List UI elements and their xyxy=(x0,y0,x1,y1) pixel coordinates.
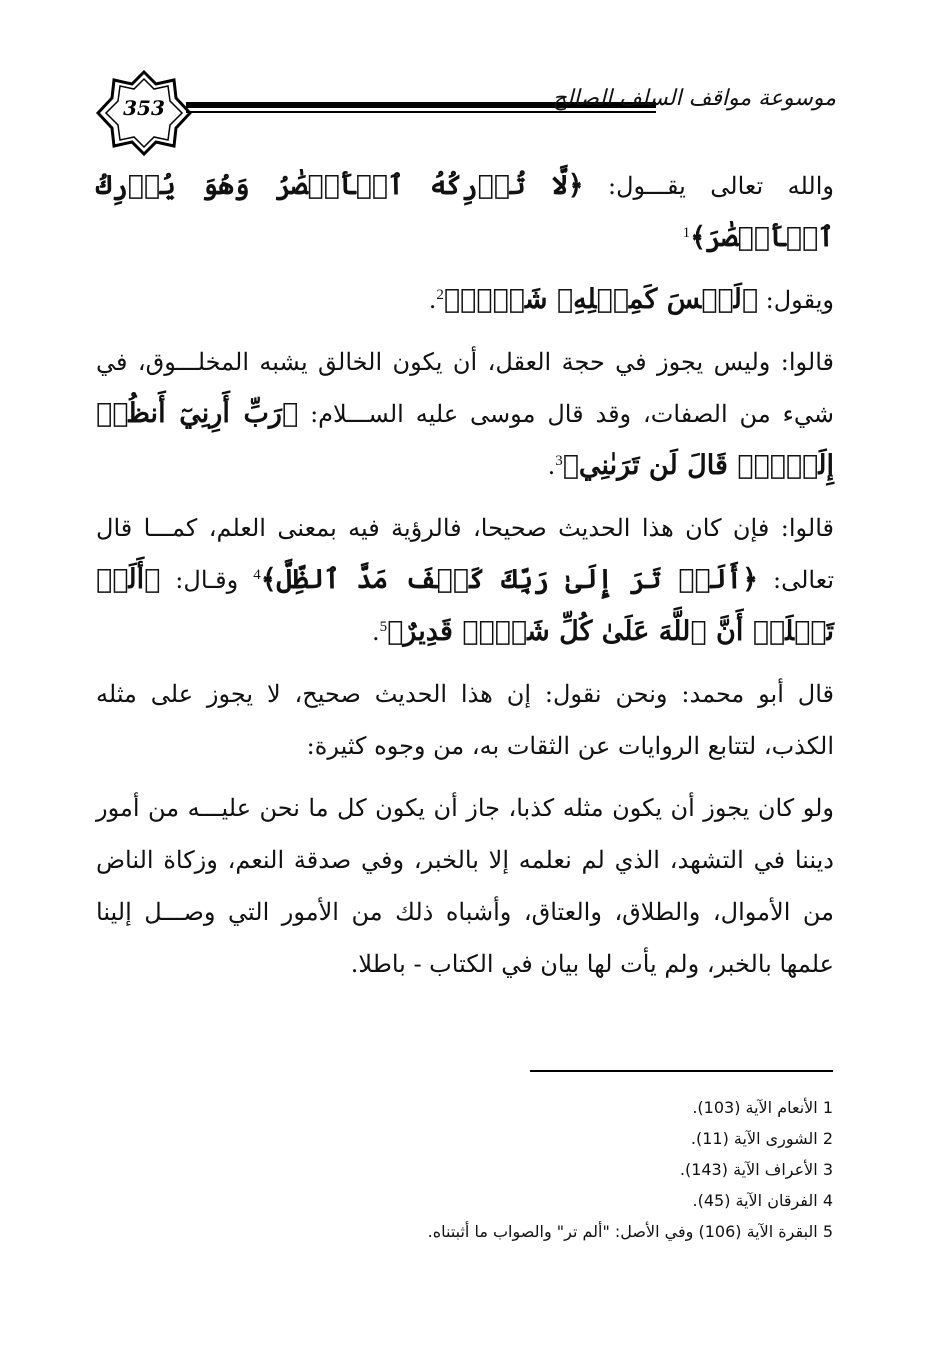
text-run: قالوا: فإن كان هذا الحديث صحيحا، فالرؤية فيه بمعنى العلم، كمـــا قال تعالى: xyxy=(96,514,835,594)
footnote-4: 4 الفرقان الآية (45). xyxy=(692,1191,833,1210)
page-number: 353 xyxy=(123,96,165,120)
text-run: ويقول: xyxy=(758,286,834,314)
footnote-3: 3 الأعراف الآية (143). xyxy=(679,1160,833,1179)
paragraph xyxy=(96,160,834,264)
text-run: وقـال: xyxy=(160,566,254,594)
footnotes xyxy=(400,1092,833,1247)
text-run: ولو كان يجوز أن يكون مثله كذبا، جاز أن يكون كل ما نحن عليـــه من أمور ديننا في التشهد، الذي لم نعلمه إلا بالخبر، وفي صدقة النعم، وزكاة الناض من الأموال، والطلاق، والعتاق، وأشباه ذلك من الأمور التي وصـــل إلينا علمها بالخبر، ولم يأت لها بيان في الكتاب - باطلا. xyxy=(96,794,834,978)
paragraph xyxy=(96,336,834,492)
main-text xyxy=(96,160,834,1000)
page-number-badge xyxy=(96,70,192,156)
series-title: موسوعة مواقف السلف الصالح xyxy=(552,86,836,111)
quran-verse: ﴿لَيۡسَ كَمِثۡلِهِۦ شَيۡءٞ﴾ xyxy=(443,284,759,315)
footnote-ref: 4 xyxy=(253,567,261,583)
paragraph xyxy=(96,274,834,326)
paragraph xyxy=(96,668,834,772)
page-header xyxy=(96,66,836,162)
text-run: . xyxy=(428,286,437,314)
footnote-2: 2 الشورى الآية (11). xyxy=(690,1129,833,1148)
footnote-ref: 3 xyxy=(555,453,563,469)
footnote-ref: 5 xyxy=(379,619,388,635)
quran-verse: ﴿رَبِّ أَرِنِيٓ أَنظُرۡ إِلَيۡكَۚ قَالَ لَن تَرَىٰنِي﴾ xyxy=(96,398,834,481)
footnote-divider xyxy=(530,1070,833,1072)
quran-verse: ﴿أَلَمۡ تَرَ إِلَىٰ رَبِّكَ كَيۡفَ مَدَّ ٱلظِّلَّ﴾ xyxy=(260,564,759,595)
text-run: والله تعالى يقـــول: xyxy=(583,172,834,200)
text-run: . xyxy=(547,452,556,480)
quran-verse: ﴿لَّا تُدۡرِكُهُ ٱلۡأَبۡصَٰرُ وَهُوَ يُدۡرِكُ ٱلۡأَبۡصَٰرَ﴾ xyxy=(96,170,834,253)
footnote-1: 1 الأنعام الآية (103). xyxy=(692,1098,833,1117)
text-run: قال أبو محمد: ونحن نقول: إن هذا الحديث صحيح، لا يجوز على مثله الكذب، لتتابع الروايات عن الثقات به، من وجوه كثيرة: xyxy=(96,680,834,760)
footnote-ref: 2 xyxy=(436,287,444,303)
footnote-5: 5 البقرة الآية (106) وفي الأصل: "ألم تر" والصواب ما أثبتناه. xyxy=(427,1222,833,1241)
paragraph xyxy=(96,502,834,658)
footnote-ref: 1 xyxy=(682,225,691,241)
paragraph xyxy=(96,782,834,990)
text-run: قالوا: وليس يجوز في حجة العقل، أن يكون الخالق يشبه المخلـــوق، في شيء من الصفات، وقد قال موسى عليه الســـلام: xyxy=(96,348,834,428)
text-run: . xyxy=(372,618,380,646)
quran-verse: ﴿أَلَمۡ تَعۡلَمۡ أَنَّ ٱللَّهَ عَلَىٰ كُلِّ شَيۡءٖ قَدِيرٌ﴾ xyxy=(96,564,834,647)
